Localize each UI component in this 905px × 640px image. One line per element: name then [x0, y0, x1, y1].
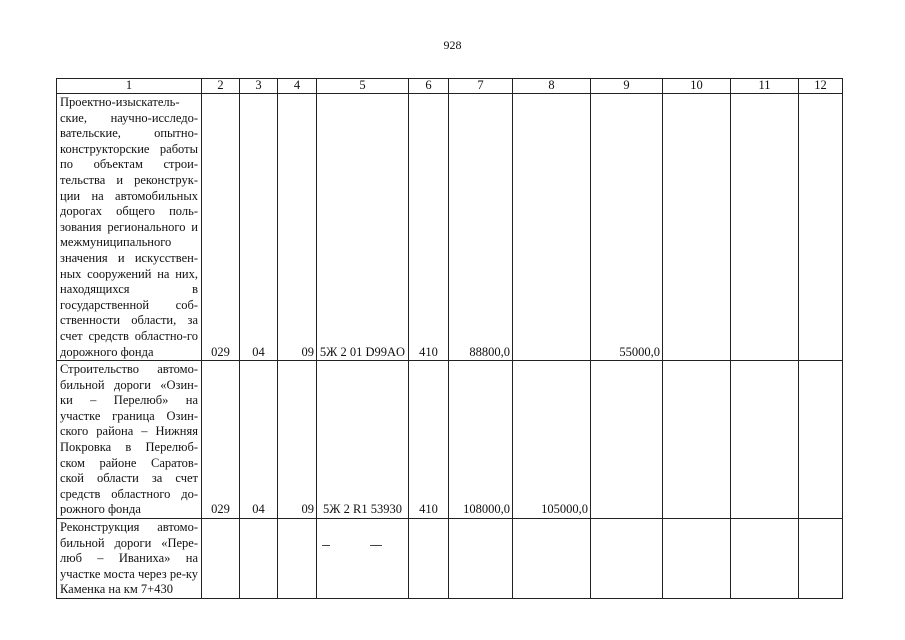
- cell-amount-col11: [731, 94, 799, 361]
- cell-ministry-code: 029: [202, 361, 240, 519]
- cell-subsection: [278, 519, 317, 599]
- column-number: 6: [409, 79, 449, 94]
- cell-amount-col7: 88800,0: [449, 94, 513, 361]
- column-number: 2: [202, 79, 240, 94]
- cell-ministry-code: [202, 519, 240, 599]
- scan-dash-mark: [322, 545, 330, 546]
- row-name: Строительство автомо-бильной дороги «Озин-ки – Перелюб» на участке граница Озин-ского района – Нижняя Покровка в Перелюб-ском районе Саратов-ской области за счет средств областного до-рожного фонда: [57, 361, 202, 519]
- cell-amount-col11: [731, 361, 799, 519]
- cell-expense-type: [409, 519, 449, 599]
- cell-amount-col9: [591, 361, 663, 519]
- cell-section: [240, 519, 278, 599]
- budget-table: [56, 78, 843, 599]
- cell-amount-col12: [799, 94, 843, 361]
- cell-subsection: 09: [278, 361, 317, 519]
- cell-subsection: 09: [278, 94, 317, 361]
- table-row: [57, 361, 843, 519]
- table-row: [57, 94, 843, 361]
- cell-expense-type: 410: [409, 94, 449, 361]
- column-number: 3: [240, 79, 278, 94]
- column-number: 1: [57, 79, 202, 94]
- scan-dash-mark: [370, 545, 382, 546]
- cell-amount-col9: [591, 519, 663, 599]
- cell-amount-col10: [663, 94, 731, 361]
- cell-amount-col7: [449, 519, 513, 599]
- cell-target-article: 5Ж 2 R1 53930: [317, 361, 409, 519]
- cell-ministry-code: 029: [202, 94, 240, 361]
- cell-amount-col9: 55000,0: [591, 94, 663, 361]
- column-number: 10: [663, 79, 731, 94]
- cell-amount-col10: [663, 519, 731, 599]
- cell-amount-col12: [799, 361, 843, 519]
- row-name: Реконструкция автомо-бильной дороги «Пере-люб – Иваниха» на участке моста через ре-ку Каменка на км 7+430: [57, 519, 202, 599]
- cell-amount-col8: 105000,0: [513, 361, 591, 519]
- cell-amount-col7: 108000,0: [449, 361, 513, 519]
- row-name: Проектно-изыскатель-ские, научно-исследо-вательские, опытно-конструкторские работы по объектам строи-тельства и реконструк-ции на автомобильных дорогах общего поль-зования регионального и межмуниципального значения и искусствен-ных сооружений на них, находящихся в государственной соб-ственности области, за счет средств областно-го дорожного фонда: [57, 94, 202, 361]
- table-header: [57, 79, 843, 94]
- cell-target-article: 5Ж 2 01 D99AO: [317, 94, 409, 361]
- column-number: 5: [317, 79, 409, 94]
- column-number: 8: [513, 79, 591, 94]
- cell-amount-col11: [731, 519, 799, 599]
- column-number: 12: [799, 79, 843, 94]
- column-number-row: [57, 79, 843, 94]
- column-number: 9: [591, 79, 663, 94]
- cell-amount-col8: [513, 519, 591, 599]
- cell-section: 04: [240, 361, 278, 519]
- cell-section: 04: [240, 94, 278, 361]
- column-number: 4: [278, 79, 317, 94]
- column-number: 11: [731, 79, 799, 94]
- cell-target-article: [317, 519, 409, 599]
- page-number: 928: [443, 38, 462, 52]
- cell-amount-col8: [513, 94, 591, 361]
- column-number: 7: [449, 79, 513, 94]
- cell-amount-col12: [799, 519, 843, 599]
- cell-expense-type: 410: [409, 361, 449, 519]
- cell-amount-col10: [663, 361, 731, 519]
- table-row: [57, 519, 843, 599]
